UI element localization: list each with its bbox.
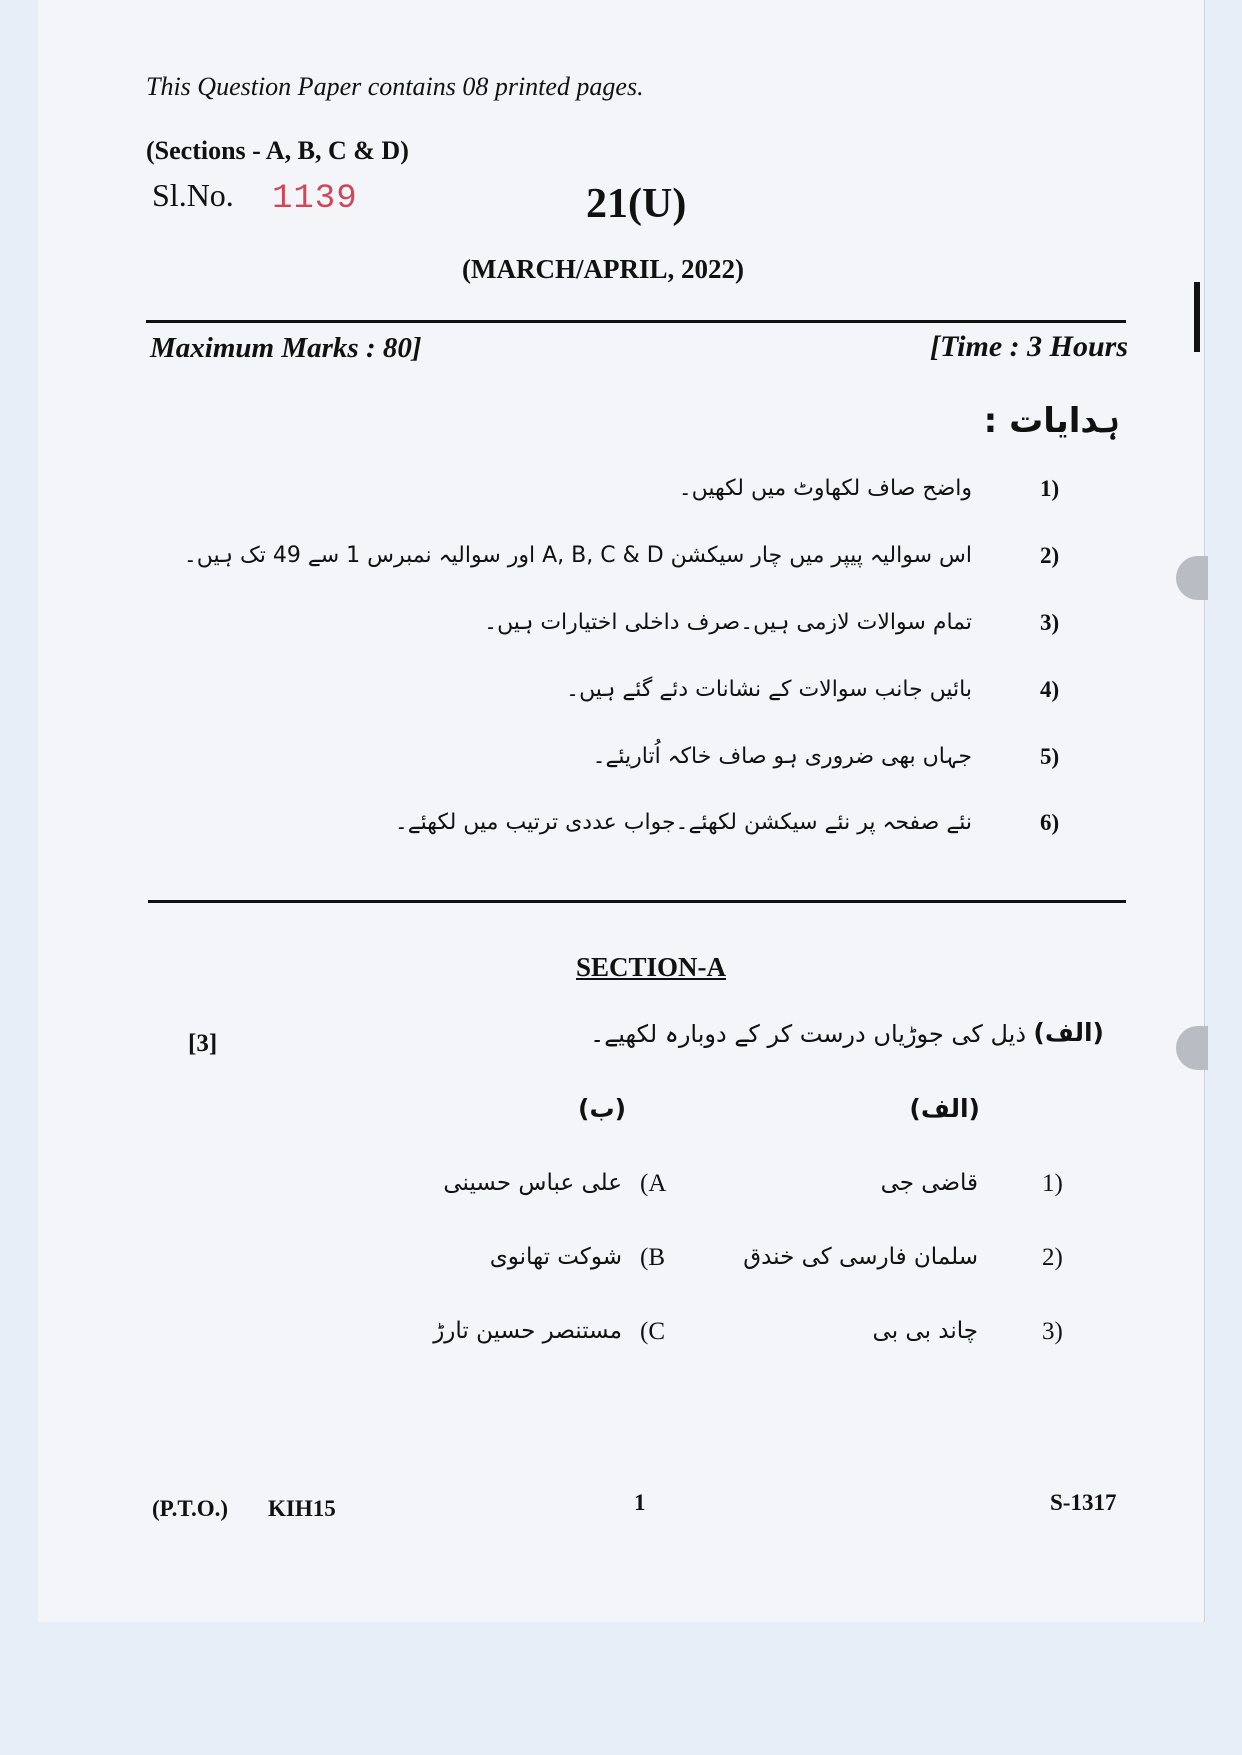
match-row-number: 1) <box>1042 1170 1063 1197</box>
match-row-number: 2) <box>1042 1244 1063 1271</box>
punch-hole <box>1176 556 1208 600</box>
match-letter: (A <box>640 1170 667 1197</box>
please-turn-over: (P.T.O.) <box>152 1496 229 1521</box>
instruction-text: تمام سوالات لازمی ہیں۔صرف داخلی اختیارات ہیں۔ <box>484 610 972 635</box>
match-letter: (C <box>640 1318 665 1345</box>
match-item-a: قاضی جی <box>880 1170 978 1196</box>
question-label: (الف) <box>1033 1018 1104 1047</box>
exam-session: (MARCH/APRIL, 2022) <box>462 254 744 284</box>
instruction-number: 3) <box>1040 610 1060 635</box>
header-divider <box>146 320 1126 323</box>
match-letter: (B <box>640 1244 665 1271</box>
time-allowed: [Time : 3 Hours <box>929 330 1128 363</box>
question-marks: [3] <box>188 1030 218 1057</box>
punch-hole <box>1176 1026 1208 1070</box>
instruction-number: 2) <box>1040 543 1060 568</box>
sections-label: (Sections - A, B, C & D) <box>146 136 409 165</box>
printed-pages-note: This Question Paper contains 08 printed pages. <box>146 72 644 101</box>
question-paper-sheet <box>38 0 1204 1622</box>
paper-code: 21(U) <box>586 181 687 227</box>
match-item-b: شوکت تھانوی <box>489 1244 622 1270</box>
match-row-number: 3) <box>1042 1318 1063 1345</box>
instruction-text: جہاں بھی ضروری ہو صاف خاکہ اُتاریئے۔ <box>592 744 972 769</box>
series-code: S-1317 <box>1050 1490 1117 1515</box>
section-a-title: SECTION-A <box>576 952 727 982</box>
instruction-text: اس سوالیہ پیپر میں چار سیکشن A, B, C & D اور سوالیہ نمبرس 1 سے 49 تک ہیں۔ <box>183 543 972 568</box>
maximum-marks: Maximum Marks : 80] <box>150 332 422 364</box>
instruction-text: واضح صاف لکھاوٹ میں لکھیں۔ <box>678 476 972 501</box>
instruction-text: بائیں جانب سوالات کے نشانات دئے گئے ہیں۔ <box>566 677 972 702</box>
instructions-divider <box>148 900 1126 903</box>
instruction-text: نئے صفحہ پر نئے سیکشن لکھئے۔جواب عددی ترتیب میں لکھئے۔ <box>394 810 972 835</box>
paper-code-footer: KIH15 <box>268 1496 336 1521</box>
match-item-b: علی عباس حسینی <box>443 1170 622 1196</box>
instruction-number: 6) <box>1040 810 1060 835</box>
question-text: ذیل کی جوڑیاں درست کر کے دوبارہ لکھیے۔ <box>590 1020 1026 1048</box>
match-item-a: چاند بی بی <box>872 1318 978 1344</box>
page-number: 1 <box>634 1490 646 1515</box>
scan-edge-mark <box>1194 282 1200 352</box>
instruction-number: 4) <box>1040 677 1060 702</box>
match-item-a: سلمان فارسی کی خندق <box>743 1244 978 1270</box>
serial-number-value: 1139 <box>272 180 358 218</box>
match-item-b: مستنصر حسین تارڑ <box>433 1318 622 1344</box>
column-b-heading: (ب) <box>578 1094 626 1123</box>
instruction-number: 5) <box>1040 744 1060 769</box>
column-a-heading: (الف) <box>909 1094 980 1123</box>
serial-number-label: Sl.No. <box>152 177 234 213</box>
instructions-title: ہدایات : <box>983 401 1120 441</box>
instruction-number: 1) <box>1040 476 1060 501</box>
